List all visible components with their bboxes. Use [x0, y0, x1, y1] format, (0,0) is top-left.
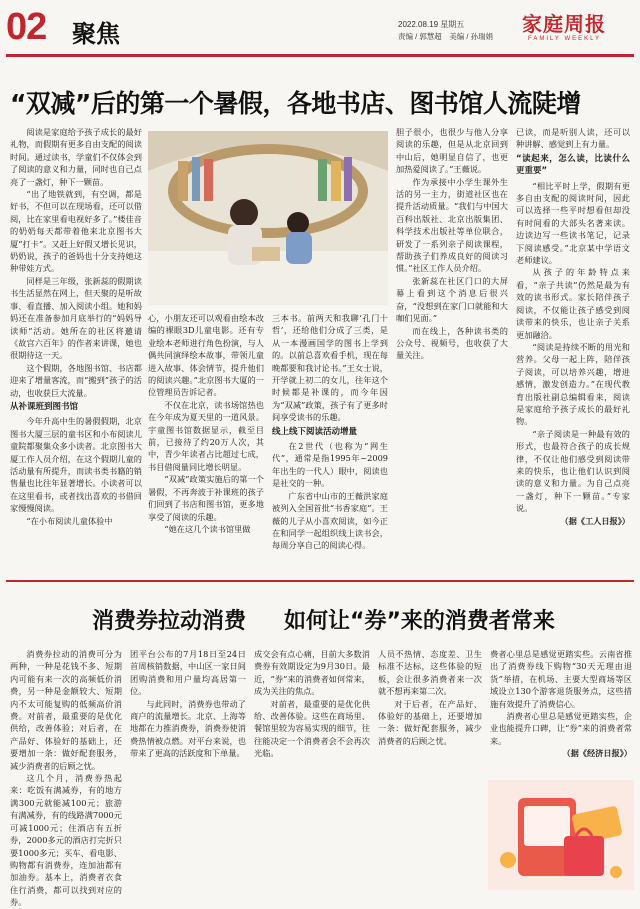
editor-credits: 责编 / 郭慧超 美编 / 孙瑞娟 [398, 32, 494, 41]
paragraph: 心，小朋友还可以观看由绘本改编的裸眼3D儿童电影。还有专业绘本老师进行角色扮演，与人偶共同演绎绘本故事，带领儿童进入故事、体会情节，提升他们的阅读兴趣。”北京图书大厦的一位管理员告诉记者。 [148, 313, 264, 398]
section-divider [6, 580, 634, 582]
newspaper-logo-subtitle: FAMILY WEEKLY [528, 36, 602, 42]
paragraph: “在小布阅读儿童体验中 [26, 515, 113, 526]
paragraph: 消费券拉动的消费可分为两种，一种是花钱不多、短期内可能有来一次的高频低价消费，另一种是金额较大、短期内不太可能复购的低频高价消费。对前者，最重要的是优化供给，改善体验；对后者，在产品好、体验好的基础上，还要增加一条：做好配套服务，减少消费者的后顾之忧。 [10, 649, 122, 771]
paragraph: 对前者，最重要的是优化供给、改善体验。这些在商场里、餐馆里较为容易实现的细节，往往能决定一个消费者会不会再次光临。 [254, 698, 370, 759]
paragraph: 同样是三年级，张新蕊的假期读书生活显然在网上，但天聚的是听故事、看直播、加入阅读小组。她和妈妈还在准备参加月底举行的“妈妈导读师”活动。她所在的社区将邀请《故宫六百年》的作者来讲课，她也很期待这一天。 [10, 275, 142, 361]
paragraph: 这几个月，消费券热起来：吃饭有满减券，有的地方满300元就能减100元；旅游有满减券，有的线路满7000元可减1000元；住酒店有五折券，2000多元的酒店打完折只要1000多元；买车、看电影、购物都有消费券，连加油都有加油券。基本上，消费者衣食住行消费，都可以找到对应的券。 [10, 773, 122, 908]
paragraph: “亲子阅读是一种最有效的形式，也最符合孩子的成长规律，不仅让他们感受到阅读带来的快乐，也让他们认识到阅读的意义和力量。为自己点亮一盏灯，种下一颗苗。”专家说。 [516, 428, 630, 514]
source-credit: （据《经济日报》） [562, 748, 632, 759]
reading-children-photo [148, 131, 388, 305]
section-title: 聚焦 [72, 19, 120, 48]
article2-column-2 [130, 648, 246, 894]
article1-column-5 [516, 126, 630, 570]
paragraph: 团平台公布的7月18日至24日首周核销数据，中山区一家日间团购消费和用户量均高居第一位。 [130, 649, 246, 697]
subheading: “读起来，怎么读，比读什么更重要” [516, 153, 630, 177]
article2-column-3 [254, 648, 370, 894]
paragraph: 广东省中山市的王薇洪家庭被列入全国首批“书香家庭”。王薇的儿子从小喜欢阅读，如今正在和同学一起组织线上读书会，每周分享自己的阅读心得。 [272, 490, 388, 551]
shopping-coupon-illustration [488, 780, 634, 890]
issue-date: 2022.08.19 星期五 [398, 20, 465, 29]
paragraph: “相比平时上学，假期有更多自由支配的阅读时间，因此可以选择一些平时想看但却没有时间看的大部头名著来读。边读边写一些读书笔记，记录下阅读感受。”北京某中学语文老师建议。 [516, 180, 630, 266]
paragraph: 今年升高中生的暑假假期，北京图书大厦三层的童书区和小布阅读儿童院都聚集众多小读者。北京图书大厦工作人员介绍，在这个假期儿童的活动量有所提升，而读书类书籍的销售量也比往年显著增长。小读者可以在这里看书，或者找出喜欢的书借回家慢慢阅读。 [10, 416, 142, 514]
paragraph: 成交会有点心痛，目前大多数消费券有效期设定为9月30日。最近，“券”来的消费者如何常来，成为关注的焦点。 [254, 649, 370, 697]
paragraph: 对于后者，在产品好、体验好的基础上，还要增加一条：做好配套服务，减少消费者的后顾之忧。 [378, 698, 482, 746]
coupon-graphic [488, 780, 634, 890]
subheading: 线上线下阅读活动增量 [272, 426, 358, 437]
source-credit: （据《工人日报》） [560, 515, 630, 526]
paragraph: 阅读是家庭给予孩子成长的最好礼物，而假期有更多自由支配的阅读时间。通过读书，学童们不仅体会到了阅读的意义和力量，同时也自己点亮了一盏灯，种下一颗苗。 [10, 127, 142, 187]
paragraph: 这个假期，各地图书馆、书店都迎来了增量客流，而“搬到”孩子的活动，也收获巨大流量。 [10, 362, 142, 398]
paragraph: “双减”政策实施后的第一个暑假，不再奔波于补课班的孩子们回到了书店和图书馆，更多地享受了阅读的乐趣。 [148, 474, 264, 522]
paragraph: 胆子很小，也很少与他人分享阅读的乐趣，但是从北京回到中山后，她明显自信了，也更加热爱阅读了。”王薇说。 [396, 127, 508, 175]
article2-headline-b: 如何让“券”来的消费者常来 [284, 609, 555, 634]
paragraph: 不仅在北京，读书场馆热也在今年成为夏天里的一道风景。宇童图书馆数据显示，截至目前，已接待了约20万人次，其中，青少年读者占比超过七成，书目借阅量同比增长明显。 [148, 399, 264, 472]
paragraph: 作为承接中小学生课外生活的另一主力，街道社区也在提升活动质量。“我们与中国大百科出版社、北京出版集团、科学技术出版社等单位联合，研发了一系列亲子阅读课程，帮助孩子们养成良好的阅读习惯。”社区工作人员介绍。 [396, 176, 508, 274]
article2-column-1 [10, 648, 122, 908]
page-header [0, 0, 640, 58]
article1-column-1 [10, 126, 142, 570]
paragraph: 而在线上，各种读书类的公众号、视频号，也收获了大量关注。 [396, 325, 508, 361]
paragraph: “出了地铁就到，有空调，都是好书，不但可以在现场看，还可以借阅，比在家里看电视好多了。”楼佳音的奶奶每天都带着他来北京图书大厦“打卡”。又赶上好假又增长见识，奶奶说，孩子的爸妈也十分支持她这种带娃方式。 [10, 189, 142, 274]
paragraph: 从孩子的年龄特点来看，“亲子共读”仍然是最为有效的读书形式。家长陪伴孩子阅读，不仅能让孩子感受到阅读带来的快乐，也让亲子关系更加融洽。 [516, 267, 630, 340]
paragraph: “她在这几个读书馆里做 [164, 523, 251, 534]
article2-headline-a: 消费券拉动消费 [92, 609, 247, 634]
subheading: 从补课班到图书馆 [10, 401, 79, 412]
paragraph: “阅读是持续不断的用光和营养。父母一起上阵，陪伴孩子阅读，可以培养兴趣，增进感情，激发创造力。”在现代教育出版社副总编辑看来，阅读是家庭给予孩子成长的最好礼物。 [516, 341, 630, 427]
article1-column-3 [272, 312, 388, 570]
photo-illustration [148, 131, 388, 305]
page-number: 02 [6, 6, 47, 48]
paragraph: 与此同时，消费券也带动了商户的流量增长。北京、上海等地都在力推消费券，消费券使消费热情被点燃。对平台来说，也带来了更高的活跃度和下单量。 [130, 698, 246, 759]
paragraph: 人员不热情、态度差、卫生标准不达标，这些体验的短板，会让很多消费者来一次就不想再来第二次。 [378, 649, 482, 697]
paragraph: 费者心里总是感觉更踏实些。云南省推出了消费券线下购物“30天无理由退货”举措，在机场、主要大型商场等区域设立130个游客退货服务点，这些措施有效提升了消费信心。 [490, 649, 632, 709]
article2-column-4 [378, 648, 482, 894]
article2-column-5 [490, 648, 632, 776]
paragraph: 已读，而是听别人读，还可以种讲解、感觉到上有力量。 [516, 127, 630, 150]
paragraph: 消费者心里总是感觉更踏实些，企业也能提升口碑，让“券”来的消费者常来。 [490, 711, 632, 746]
paragraph: 在2世代（也称为“网生代”，通常是指1995年~2009年出生的一代人）眼中，阅读也是社交的一种。 [272, 441, 388, 489]
paragraph: 张新蕊在社区门口的大屏幕上看到这个消息后很兴奋，“没想到在家门口就能和大咖们见面。” [396, 275, 508, 324]
newspaper-logo: 家庭周报 [522, 12, 606, 36]
article1-column-2 [148, 312, 264, 570]
header-rule [6, 54, 634, 57]
article1-headline: “双减”后的第一个暑假，各地书店、图书馆人流陡增 [10, 89, 581, 118]
paragraph: 三本书。前两天和我聊‘孔门十哲’，还给他们分成了三类，是从一本漫画国学的图书上学到的。以前总喜欢看手机，现在每晚都要和我讨论书。”王女士说，开学就上初二的女儿，往年这个时候都是补课的，而今年因为“双减”政策，孩子有了更多时间享受读书的乐趣。 [272, 313, 388, 423]
article1-column-4 [396, 126, 508, 570]
